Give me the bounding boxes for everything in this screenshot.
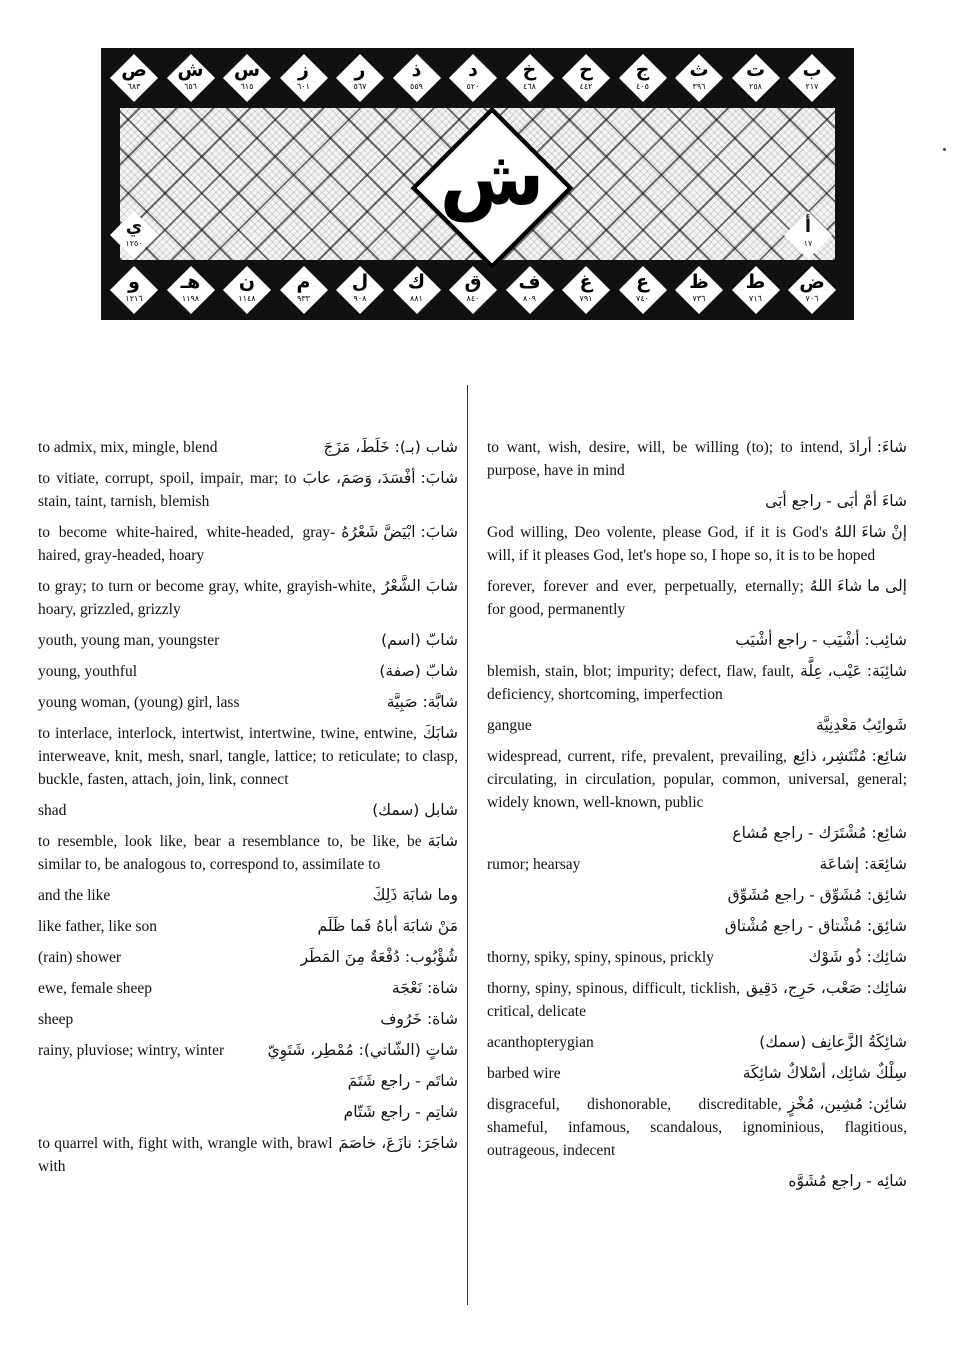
entry-headword: شاتِم - راجع شَتّام bbox=[343, 1103, 458, 1121]
entry-headword: شابَ الشَّعْرُ bbox=[381, 577, 458, 595]
dictionary-entry bbox=[487, 977, 907, 1023]
top-letter-char: ت bbox=[745, 59, 766, 81]
bottom-letter-char: ك bbox=[407, 271, 426, 293]
dictionary-entry bbox=[38, 946, 458, 969]
bottom-letter-page: ٩٠٨ bbox=[353, 294, 367, 303]
dictionary-entry bbox=[38, 722, 458, 791]
side-letter-right-page: ١٧ bbox=[803, 239, 813, 248]
entry-headword: شائِك: صَعْب، حَرِج، دَقِيق bbox=[745, 979, 907, 997]
bottom-letter-row bbox=[101, 260, 854, 320]
top-letter-page: ٥٢٠ bbox=[466, 82, 480, 91]
entry-headword: إنْ شاءَ اللهُ bbox=[833, 523, 907, 541]
entry-definition: gangue bbox=[487, 717, 532, 734]
bottom-letter-char: ل bbox=[351, 271, 369, 293]
top-letter-char: ذ bbox=[411, 59, 422, 81]
column-divider bbox=[467, 385, 468, 1305]
top-letter-row bbox=[101, 48, 854, 108]
dictionary-entry bbox=[487, 1093, 907, 1162]
entry-headword: شَوائِبُ مَعْدِنِيَّة bbox=[816, 716, 907, 734]
dictionary-entry bbox=[38, 1132, 458, 1178]
bottom-letter-page: ٧٠٦ bbox=[805, 294, 819, 303]
entry-definition: to resemble, look like, bear a resemblance to, be like, be similar to, be analogous to, correspond to, assimilate to bbox=[38, 833, 422, 873]
entry-definition: God willing, Deo volente, please God, if it is God's will, if it pleases God, let's hope so, I hope so, it is to be hoped bbox=[487, 524, 876, 564]
dictionary-entry bbox=[38, 884, 458, 907]
entry-definition: shad bbox=[38, 802, 67, 819]
entry-headword: شابَهَ bbox=[427, 832, 458, 850]
entry-definition: rumor; hearsay bbox=[487, 856, 581, 873]
dictionary-entry bbox=[38, 691, 458, 714]
entry-definition: to interlace, interlock, intertwist, intertwine, twine, entwine, interweave, knit, mesh, snarl, tangle, lattice; to reticulate; to clasp, buckle, fasten, attach, join, link, connect bbox=[38, 725, 458, 788]
bottom-letter-char: هـ bbox=[180, 271, 201, 293]
entry-definition: young, youthful bbox=[38, 663, 138, 680]
entry-headword: شاتَم - راجع شَتَمَ bbox=[347, 1072, 458, 1090]
bottom-letter-page: ٧٩١ bbox=[579, 294, 593, 303]
dictionary-entry bbox=[487, 521, 907, 567]
top-letter-char: خ bbox=[522, 59, 537, 81]
entry-headword: سِلْكٌ شائِك، أسْلاكٌ شائِكَة bbox=[742, 1064, 907, 1082]
entry-headword: شائِق: مُشْتاق - راجع مُشْتاق bbox=[724, 917, 907, 935]
entry-headword: شاءَ أمْ أبَى - راجع أبَى bbox=[765, 492, 907, 510]
entry-definition: to vitiate, corrupt, spoil, impair, mar; to stain, taint, tarnish, blemish bbox=[38, 470, 297, 510]
left-column bbox=[38, 436, 458, 1186]
bottom-letter-page: ٧١٦ bbox=[749, 294, 762, 303]
dictionary-entry bbox=[38, 629, 458, 652]
entry-headword: شائِق: مُشَوِّق - راجع مُشَوِّق bbox=[727, 886, 907, 904]
entry-headword: شابَكَ bbox=[422, 724, 458, 742]
side-letter-right-char: أ bbox=[804, 216, 812, 237]
dictionary-entry bbox=[38, 830, 458, 876]
bottom-letter-char: ع bbox=[636, 271, 649, 293]
right-column bbox=[487, 436, 907, 1201]
dictionary-entry bbox=[487, 915, 907, 938]
entry-headword: مَنْ شابَهَ أباهُ فَما ظَلَم bbox=[317, 917, 458, 935]
entry-headword: شاة: نَعْجَة bbox=[391, 979, 458, 997]
top-letter-char: ز bbox=[298, 59, 309, 81]
bottom-letter-page: ٨٨١ bbox=[410, 294, 423, 303]
dictionary-entry bbox=[487, 822, 907, 845]
top-letter-page: ٣٩٦ bbox=[692, 82, 706, 91]
top-letter-page: ٦٥٦ bbox=[184, 82, 197, 91]
dictionary-entry bbox=[487, 1062, 907, 1085]
top-letter-char: ش bbox=[177, 59, 204, 81]
dictionary-entry bbox=[38, 1101, 458, 1124]
entry-definition: thorny, spiny, spinous, difficult, ticklish, critical, delicate bbox=[487, 980, 740, 1020]
bottom-letter-page: ١١٤٨ bbox=[238, 294, 256, 303]
dictionary-entry bbox=[487, 853, 907, 876]
top-letter-page: ٤٠٥ bbox=[636, 82, 649, 91]
entry-headword: شابّ (اسم) bbox=[381, 631, 458, 649]
entry-definition: ewe, female sheep bbox=[38, 980, 153, 997]
bottom-letter-page: ٧٣٦ bbox=[692, 294, 706, 303]
dictionary-entry bbox=[38, 1070, 458, 1093]
top-letter-page: ٥٥٩ bbox=[410, 82, 423, 91]
top-letter-char: ر bbox=[354, 59, 366, 81]
entry-definition: and the like bbox=[38, 887, 111, 904]
entry-definition: acanthopterygian bbox=[487, 1034, 594, 1051]
entry-headword: شاة: خَرُوف bbox=[380, 1010, 458, 1028]
entry-definition: young woman, (young) girl, lass bbox=[38, 694, 240, 711]
entry-headword: شائِكَةُ الزَّعانِف (سمك) bbox=[759, 1033, 907, 1051]
dictionary-entry bbox=[38, 436, 458, 459]
dictionary-entry bbox=[38, 799, 458, 822]
dictionary-entry bbox=[487, 1031, 907, 1054]
top-letter-char: ث bbox=[689, 59, 709, 81]
entry-definition: barbed wire bbox=[487, 1065, 561, 1082]
entry-definition: sheep bbox=[38, 1011, 74, 1028]
bottom-letter-page: ٩٣٣ bbox=[297, 294, 310, 303]
dictionary-entry bbox=[487, 575, 907, 621]
entry-headword: شائِع: مُنْتَشِر، ذائِع bbox=[792, 747, 907, 765]
dictionary-entry bbox=[487, 884, 907, 907]
dictionary-entry bbox=[38, 521, 458, 567]
bottom-letter-char: ق bbox=[464, 271, 482, 293]
letter-index-banner bbox=[101, 48, 854, 320]
top-letter-page: ٢٥٨ bbox=[749, 82, 762, 91]
entry-definition: to admix, mix, mingle, blend bbox=[38, 439, 218, 456]
entry-headword: شاءَ: أرادَ bbox=[848, 438, 907, 456]
entry-headword: شابّ (صفة) bbox=[379, 662, 458, 680]
dictionary-entry bbox=[487, 714, 907, 737]
top-letter-char: ح bbox=[579, 59, 593, 81]
entry-definition: disgraceful, dishonorable, discreditable, shameful, infamous, scandalous, ignominious, flagitious, outrageous, indecent bbox=[487, 1096, 907, 1159]
dictionary-entry bbox=[487, 436, 907, 482]
dictionary-entry bbox=[487, 629, 907, 652]
bottom-letter-char: غ bbox=[579, 271, 593, 293]
entry-headword: وما شابَهَ ذَلِكَ bbox=[372, 886, 458, 904]
entry-headword: شاتٍ (الشّاتي): مُمْطِر، شَتَوِيّ bbox=[267, 1041, 458, 1059]
bottom-letter-page: ٨٠٩ bbox=[523, 294, 536, 303]
entry-headword: شاجَرَ: نازَعَ، خاصَمَ bbox=[338, 1134, 458, 1152]
dictionary-entry bbox=[38, 977, 458, 1000]
dictionary-entry bbox=[38, 915, 458, 938]
top-letter-page: ٥٦٧ bbox=[353, 82, 367, 91]
entry-headword: شائِك: ذُو شَوْك bbox=[808, 948, 907, 966]
top-letter-char: ص bbox=[121, 59, 147, 81]
bottom-letter-char: ظ bbox=[689, 271, 709, 293]
dictionary-entry bbox=[487, 946, 907, 969]
top-letter-char: د bbox=[468, 59, 478, 81]
top-letter-page: ٤٦٨ bbox=[523, 82, 536, 91]
current-letter: ش bbox=[439, 133, 545, 222]
entry-headword: شابَّة: صَبِيَّة bbox=[386, 693, 458, 711]
entry-headword: شابل (سمك) bbox=[372, 801, 458, 819]
entry-headword: شائِعَة: إشاعَة bbox=[819, 855, 907, 873]
bottom-letter-char: م bbox=[296, 271, 311, 293]
top-letter-page: ٢١٧ bbox=[805, 82, 819, 91]
dictionary-entry bbox=[38, 575, 458, 621]
entry-definition: to want, wish, desire, will, be willing (to); to intend, purpose, have in mind bbox=[487, 439, 843, 479]
entry-headword: شُؤْبُوب: دُفْعَةٌ مِنَ المَطَر bbox=[300, 948, 458, 966]
bottom-letter-page: ٧٤٠ bbox=[636, 294, 649, 303]
entry-definition: to become white-haired, white-headed, gray-haired, gray-headed, hoary bbox=[38, 524, 336, 564]
page-speck bbox=[943, 148, 946, 151]
dictionary-entry bbox=[487, 1170, 907, 1193]
entry-headword: شائِن: مُشِين، مُخْزٍ bbox=[787, 1095, 907, 1113]
entry-definition: to gray; to turn or become gray, white, grayish-white, hoary, grizzled, grizzly bbox=[38, 578, 376, 618]
bottom-letter-char: ط bbox=[745, 271, 766, 293]
bottom-letter-char: ض bbox=[799, 271, 825, 293]
bottom-letter-char: ن bbox=[238, 271, 256, 293]
top-letter-page: ٦١٥ bbox=[240, 82, 254, 91]
side-letter-left-page: ١٢٥٠ bbox=[125, 239, 143, 248]
entry-headword: شابَ: ابْيَضَّ شَعْرُهُ bbox=[341, 523, 458, 541]
bottom-letter-char: ف bbox=[518, 271, 541, 293]
entry-definition: like father, like son bbox=[38, 918, 158, 935]
entry-definition: thorny, spiky, spiny, spinous, prickly bbox=[487, 949, 714, 966]
entry-headword: شائِه - راجع مُشَوَّه bbox=[788, 1172, 907, 1190]
side-letter-left-char: ي bbox=[125, 216, 143, 237]
entry-definition: (rain) shower bbox=[38, 949, 122, 966]
top-letter-page: ٤٤٢ bbox=[579, 82, 593, 91]
dictionary-entry bbox=[38, 467, 458, 513]
dictionary-entry bbox=[487, 745, 907, 814]
entry-definition: widespread, current, rife, prevalent, prevailing, circulating, in circulation, popular, common, universal, general; widely known, well-known, public bbox=[487, 748, 907, 811]
entry-definition: youth, young man, youngster bbox=[38, 632, 220, 649]
dictionary-entry bbox=[38, 1039, 458, 1062]
entry-headword: شائِبَة: عَيْب، عِلَّة bbox=[800, 662, 907, 680]
entry-definition: blemish, stain, blot; impurity; defect, flaw, fault, deficiency, shortcoming, imperfection bbox=[487, 663, 795, 703]
bottom-letter-page: ٨٤٠ bbox=[466, 294, 480, 303]
bottom-letter-page: ١٢١٦ bbox=[125, 294, 143, 303]
dictionary-entry bbox=[38, 1008, 458, 1031]
entry-definition: forever, forever and ever, perpetually, eternally; for good, permanently bbox=[487, 578, 804, 618]
entry-headword: إلى ما شاءَ اللهُ bbox=[809, 577, 907, 595]
top-letter-char: ج bbox=[635, 59, 650, 81]
entry-headword: شاب (بـ): خَلَطَ، مَزَجَ bbox=[323, 438, 458, 456]
entry-headword: شائِع: مُشْتَرَك - راجع مُشاع bbox=[732, 824, 907, 842]
entry-headword: شائِب: أشْيَب - راجع أشْيَب bbox=[735, 631, 907, 649]
dictionary-entry bbox=[487, 490, 907, 513]
dictionary-entry bbox=[38, 660, 458, 683]
top-letter-page: ٦٨٣ bbox=[127, 82, 141, 91]
top-letter-char: س bbox=[233, 59, 261, 81]
top-letter-page: ٦٠١ bbox=[297, 82, 310, 91]
entry-definition: to quarrel with, fight with, wrangle with, brawl with bbox=[38, 1135, 333, 1175]
entry-headword: شابَ: أفْسَدَ، وَصَمَ، عابَ bbox=[302, 469, 458, 487]
bottom-letter-page: ١١٩٨ bbox=[181, 294, 200, 303]
bottom-letter-char: و bbox=[128, 271, 140, 293]
dictionary-entry bbox=[487, 660, 907, 706]
top-letter-char: ب bbox=[802, 59, 822, 81]
entry-definition: rainy, pluviose; wintry, winter bbox=[38, 1042, 225, 1059]
